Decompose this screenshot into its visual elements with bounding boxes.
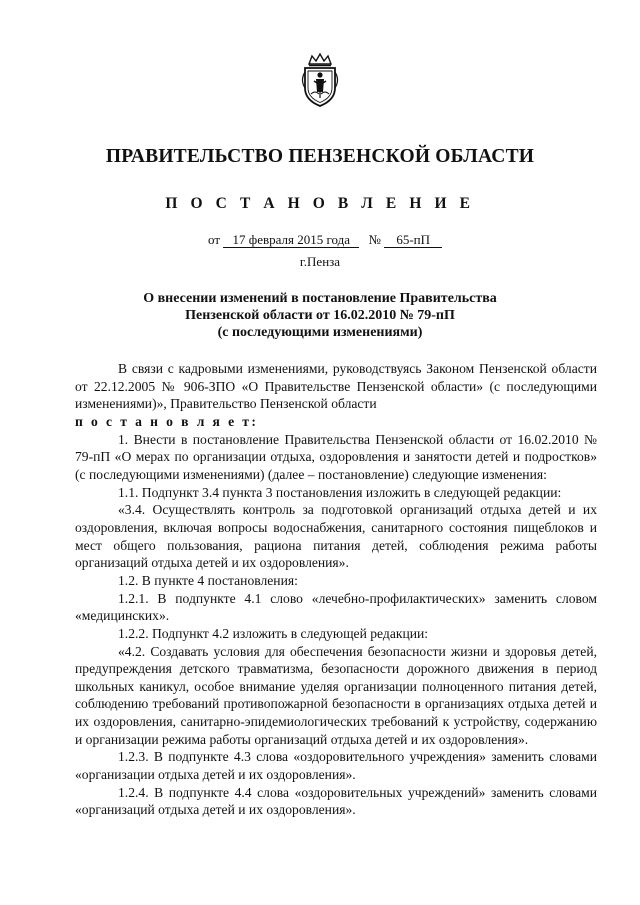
document-body <box>75 360 597 819</box>
decree-word: п о с т а н о в л я е т: <box>75 413 259 429</box>
penza-coat-of-arms-icon <box>297 52 343 108</box>
paragraph: 1.2.2. Подпункт 4.2 изложить в следующей редакции: <box>118 625 429 641</box>
number-sign: № <box>368 232 381 247</box>
paragraph: 1.2.1. В подпункте 4.1 слово «лечебно-профилактических» заменить словом «медицинских». <box>75 590 597 624</box>
paragraph: «4.2. Создавать условия для обеспечения безопасности жизни и здоровья детей, предупреждения детского травматизма, безопасности дорожного движения в период школьных каникул, особое внимание уделяя организации полноценного питания детей, соблюдению требований противопожарной безопасности в организациях отдыха детей и их оздоровления, санитарно-эпидемиологических требований к устройству, содержанию и организации режима работы организаций отдыха детей и их оздоровления». <box>75 643 597 747</box>
title-line: О внесении изменений в постановление Правительства <box>143 291 497 306</box>
document-date: 17 февраля 2015 года <box>223 233 359 248</box>
government-name: ПРАВИТЕЛЬСТВО ПЕНЗЕНСКОЙ ОБЛАСТИ <box>105 146 535 167</box>
decree-word-paragraph <box>75 413 597 431</box>
date-prefix: от <box>208 232 221 247</box>
paragraph: 1.2. В пункте 4 постановления: <box>118 572 298 588</box>
paragraph: 1.1. Подпункт 3.4 пункта 3 постановления изложить в следующей редакции: <box>118 484 562 500</box>
paragraph: 1.2.3. В подпункте 4.3 слова «оздоровительного учреждения» заменить словами «организации отдыха детей и их оздоровления». <box>75 749 597 783</box>
city: г.Пенза <box>299 254 341 269</box>
document-title <box>0 290 640 341</box>
title-line: (с последующими изменениями) <box>217 325 423 340</box>
paragraph: 1. Внести в постановление Правительства Пензенской области от 16.02.2010 № 79-пП «О мерах по организации отдыха, оздоровления и занятости детей и подростков» (с последующими изменениями) (далее – постановление) следующие изменения: <box>75 431 597 482</box>
document-number: 65-пП <box>384 233 442 248</box>
date-number-line <box>208 232 442 248</box>
paragraph: В связи с кадровыми изменениями, руководствуясь Законом Пензенской области от 22.12.2005 № 906-ЗПО «О Правительстве Пензенской области» (с последующими изменениями)», Правительство Пензенской области <box>75 361 597 412</box>
paragraph: 1.2.4. В подпункте 4.4 слова «оздоровительных учреждений» заменить словами «организаций отдыха детей и их оздоровления». <box>75 784 597 818</box>
document-type: П О С Т А Н О В Л Е Н И Е <box>165 195 475 212</box>
title-line: Пензенской области от 16.02.2010 № 79-пП <box>185 308 455 323</box>
paragraph: «3.4. Осуществлять контроль за подготовкой организаций отдыха детей и их оздоровления, включая вопросы водоснабжения, санитарного состояния пищеблоков и мест общего пользования, рациона питания детей, соблюдения режима работы организаций отдыха детей и их оздоровления». <box>75 502 597 571</box>
